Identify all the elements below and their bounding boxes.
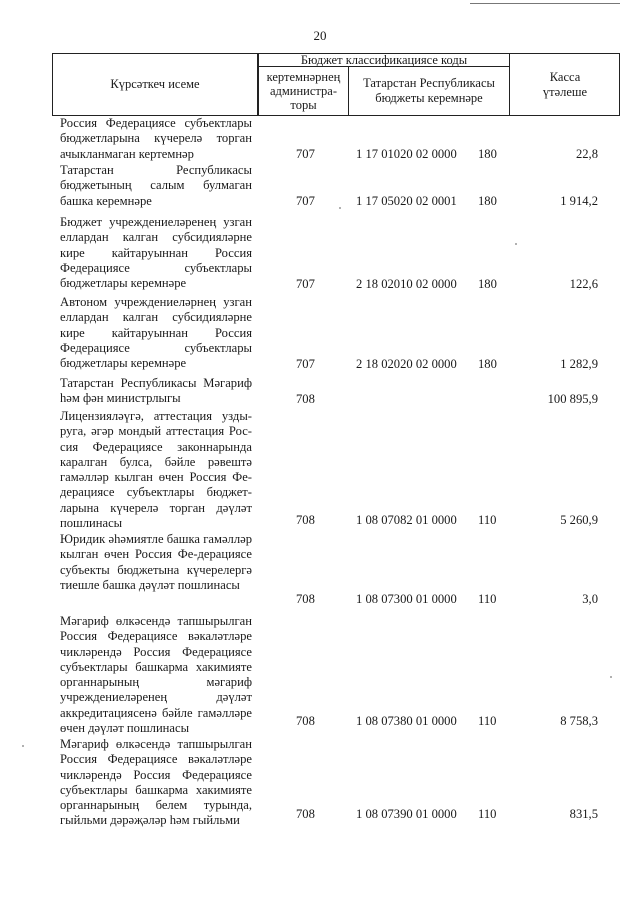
header-cash: Касса үтәлеше [542,69,588,99]
row-admin: 707 [296,146,315,161]
row-code: 1 08 07380 01 0000 [356,713,457,728]
header-indicator: Күрсәткеч исеме [110,77,200,91]
row-type: 110 [478,806,497,821]
row-description: Юридик әһәмиятле башка гамәлләр кылган өчен Россия Фе-дерациясе субъекты бюджетына күчерелергә тиешле башка дәүләт пошлинасы [60,532,252,592]
row-code: 1 08 07300 01 0000 [356,591,457,606]
row-amount: 122,6 [569,276,598,291]
row-description: Мәгариф өлкәсендә тапшырылган Россия Федерациясе вәкаләтләре чикләрендә Россия Федерациясе субъектлары башкарма хакимияте органнарының мәгариф учреждениеләренең дәүләт аккредитациясенә бәйле гамәлләре өчен дәүләт пошлинасы [60,614,252,736]
table-row [0,614,640,736]
row-admin: 708 [296,591,315,606]
row-amount: 1 282,9 [560,356,598,371]
table-row [0,737,640,828]
row-description: Лицензияләүгә, аттестация узды-руга, әгәр мондый аттестация Рос-сия Федерациясе законнарында каралган булса, бәйле рәвештә гамәлләр кылган өчен Россия Фе-дерациясе субъектлары бюджет-ларына күчерелә торган дәүләт пошлинасы [60,409,252,531]
row-code: 2 18 02020 02 0000 [356,356,457,371]
page-number: 20 [313,28,327,43]
row-description: Автоном учреждениеләрнең узган еллардан калган субсидияләрне кире кайтаруыннан Россия Федерациясе субъектлары бюджетлары керемнәре [60,295,252,371]
table-row [0,409,640,531]
row-amount: 831,5 [569,806,598,821]
row-amount: 5 260,9 [560,512,598,527]
header-classification: Бюджет классификациясе коды [300,52,468,67]
row-type: 110 [478,591,497,606]
table-row [0,295,640,372]
row-code: 1 08 07390 01 0000 [356,806,457,821]
row-type: 180 [478,356,497,371]
row-code: 1 17 05020 02 0001 [356,193,457,208]
header-admin: кертемнәрнең администра-торы [266,70,341,112]
table-row [0,532,640,607]
row-type: 180 [478,276,497,291]
row-admin: 707 [296,193,315,208]
row-admin: 707 [296,356,315,371]
row-type: 180 [478,146,497,161]
row-description: Бюджет учреждениеләренең узган еллардан калган субсидияләрне кире кайтаруыннан Россия Федерациясе субъектлары бюджетлары керемнәре [60,215,252,291]
row-admin: 707 [296,276,315,291]
row-amount: 100 895,9 [547,391,598,406]
row-type: 180 [478,193,497,208]
row-description: Мәгариф өлкәсендә тапшырылган Россия Федерациясе вәкаләтләре чикләрендә Россия Федерациясе субъектлары башкарма хакимияте органнарының белем турында, гыйльми дәрәҗәләр һәм гыйльми [60,737,252,828]
scan-speck [515,243,517,245]
row-type: 110 [478,713,497,728]
row-description: Россия Федерациясе субъектлары бюджетларына күчерелә торган ачыкланмаган кертемнәр [60,116,252,161]
row-admin: 708 [296,713,315,728]
table-row [0,116,640,162]
row-admin: 708 [296,391,315,406]
table-row [0,163,640,209]
row-type: 110 [478,512,497,527]
header-tatarstan: Татарстан Республикасы бюджеты керемнәре [363,76,495,105]
row-amount: 3,0 [582,591,598,606]
top-scan-line [470,3,620,4]
row-description: Татарстан Республикасы бюджетының салым булмаган башка керемнәре [60,163,252,208]
row-amount: 22,8 [575,146,598,161]
table-row [0,376,640,407]
row-code: 2 18 02010 02 0000 [356,276,457,291]
row-amount: 1 914,2 [560,193,598,208]
row-amount: 8 758,3 [560,713,598,728]
scan-speck [610,676,612,678]
table-row [0,215,640,292]
row-description: Татарстан Республикасы Мәгариф һәм фән министрлыгы [60,376,252,406]
row-code: 1 08 07082 01 0000 [356,512,457,527]
scan-speck [22,745,24,747]
row-code: 1 17 01020 02 0000 [356,146,457,161]
row-admin: 708 [296,806,315,821]
row-admin: 708 [296,512,315,527]
scan-speck [339,207,341,209]
